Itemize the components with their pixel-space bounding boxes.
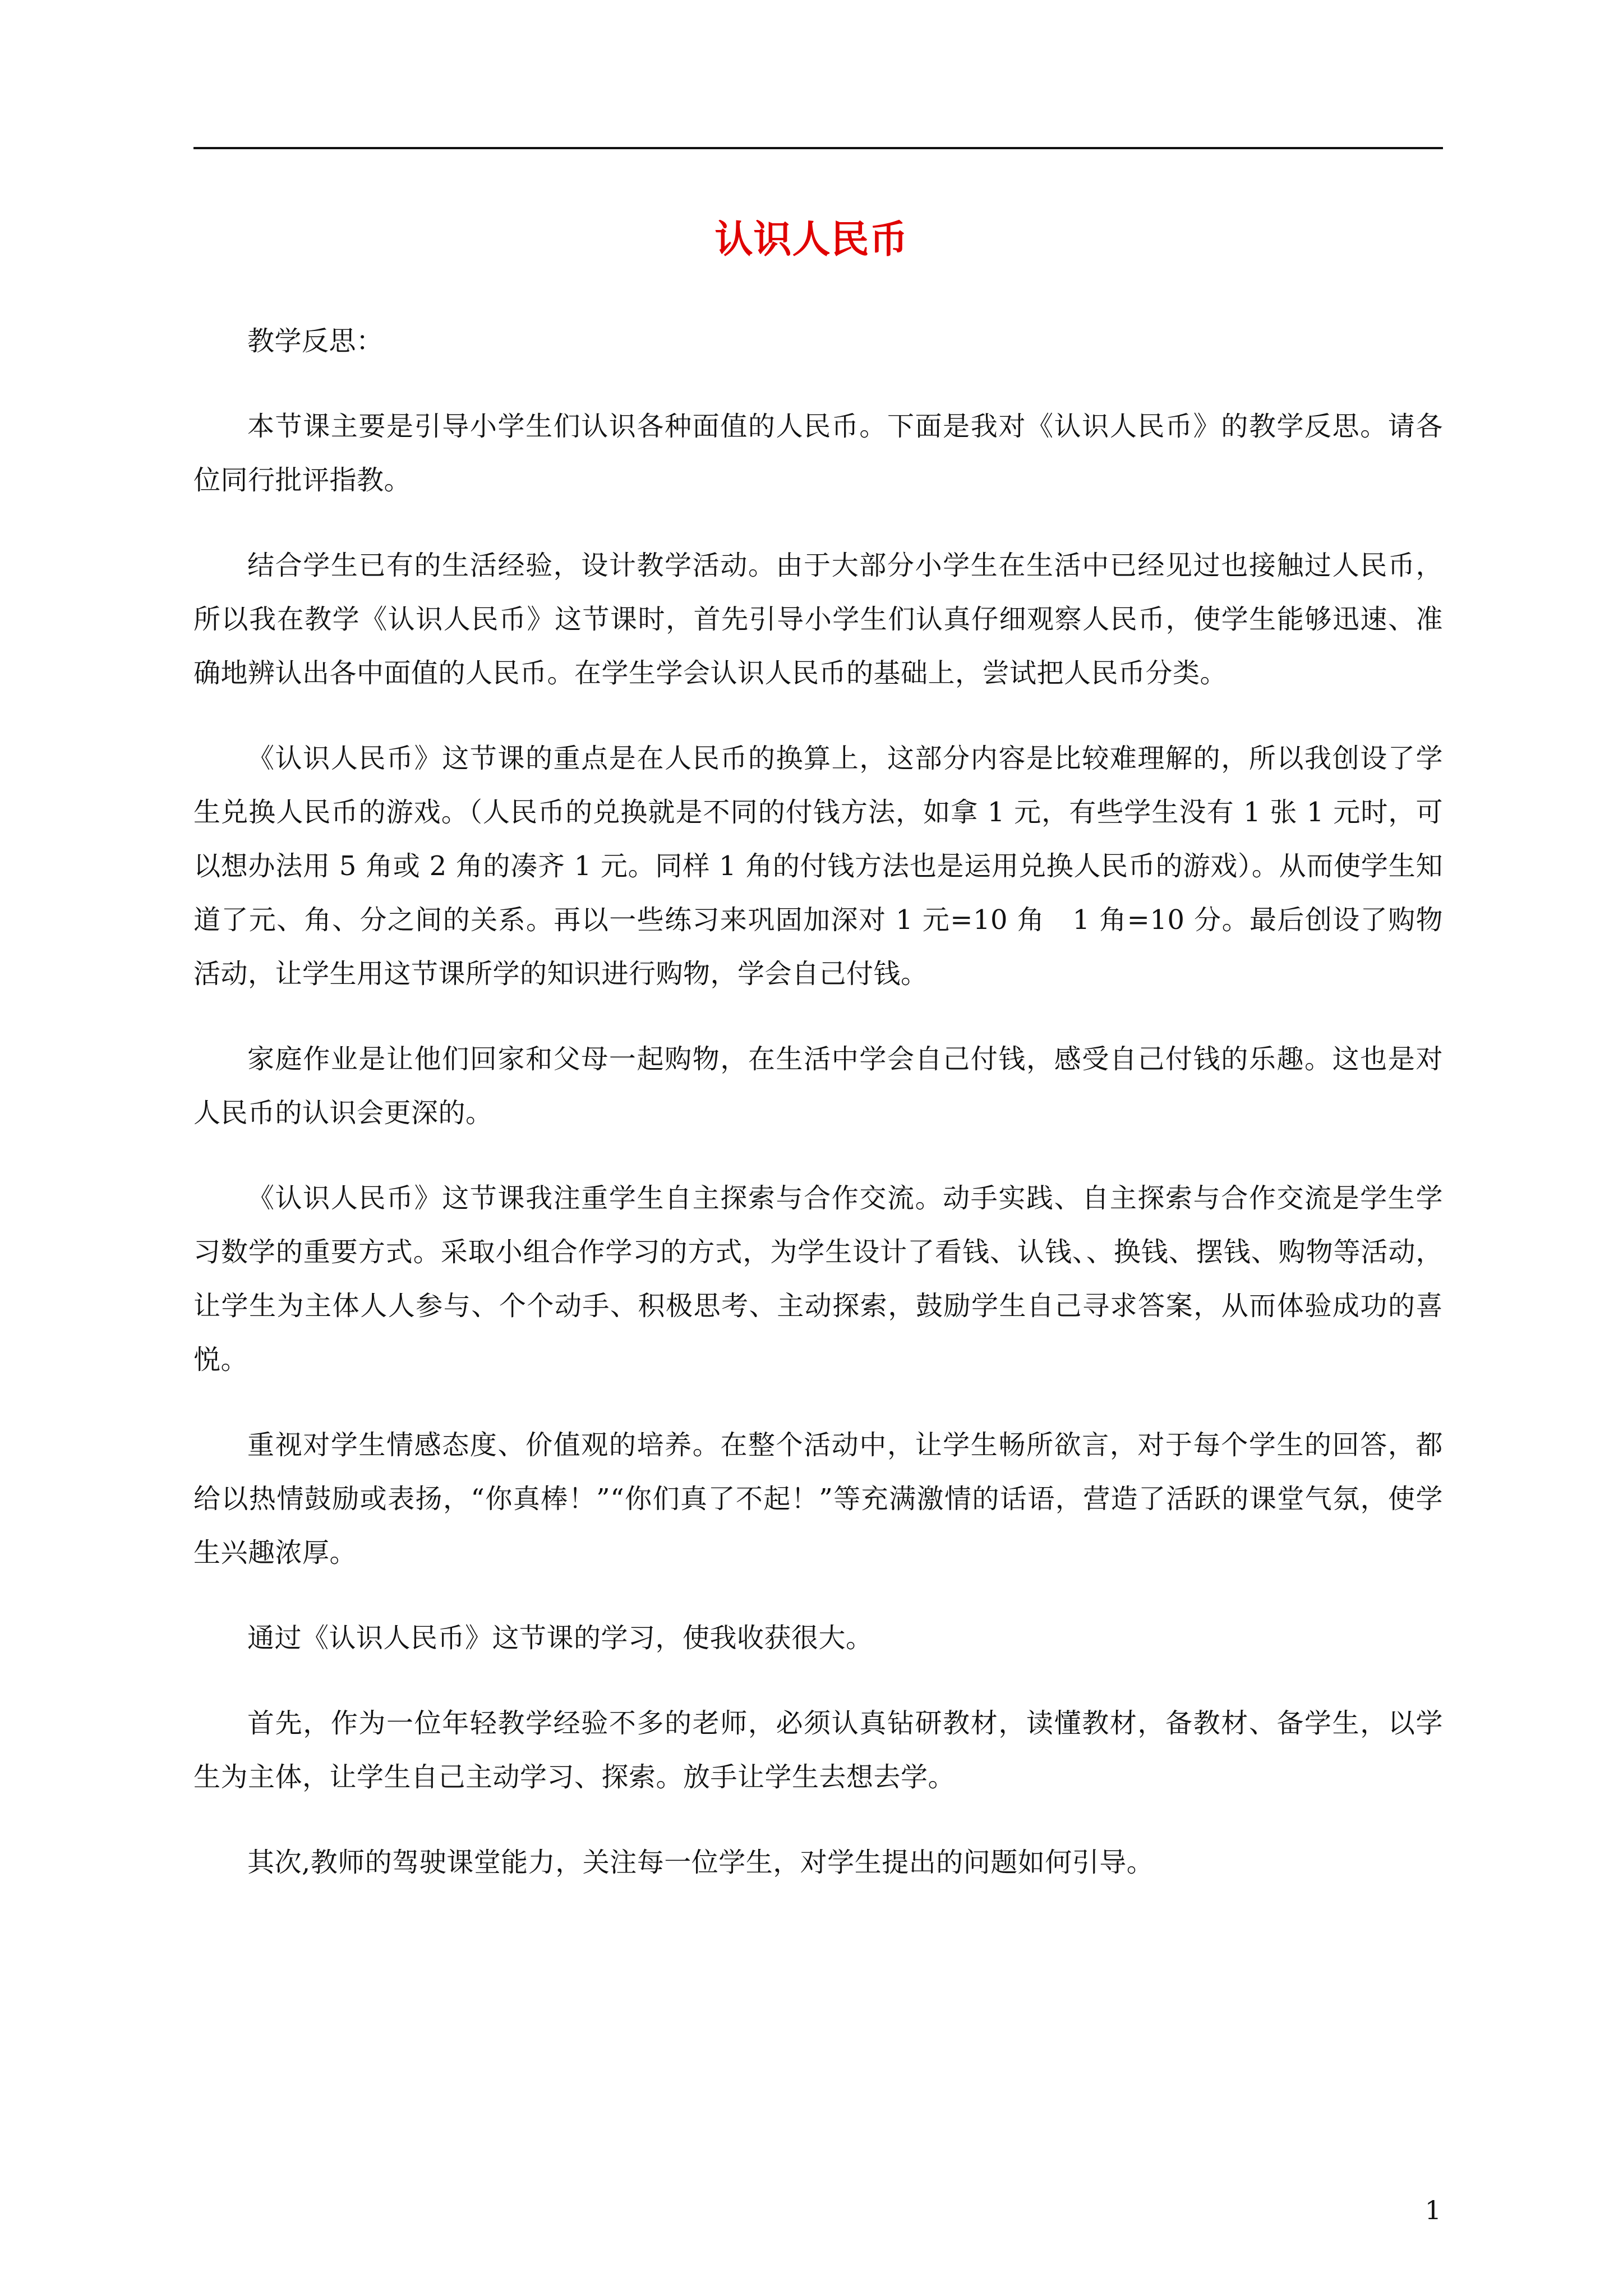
document-title: 认识人民币 — [714, 217, 909, 262]
paragraph: 家庭作业是让他们回家和父母一起购物，在生活中学会自己付钱，感受自己付钱的乐趣。这也是对人民币的认识会更深的。 — [193, 1043, 1443, 1129]
paragraph: 本节课主要是引导小学生们认识各种面值的人民币。下面是我对《认识人民币》的教学反思。请各位同行批评指教。 — [193, 411, 1443, 496]
paragraph: 通过《认识人民币》这节课的学习，使我收获很大。 — [247, 1622, 873, 1654]
paragraph: 重视对学生情感态度、价值观的培养。在整个活动中，让学生畅所欲言，对于每个学生的回答，都给以热情鼓励或表扬，“你真棒！”“你们真了不起！”等充满激情的话语，营造了活跃的课堂气氛，使学生兴趣浓厚。 — [193, 1429, 1443, 1568]
paragraph: 《认识人民币》这节课我注重学生自主探索与合作交流。动手实践、自主探索与合作交流是学生学习数学的重要方式。采取小组合作学习的方式，为学生设计了看钱、认钱、、换钱、摆钱、购物等活动，让学生为主体人人参与、个个动手、积极思考、主动探索，鼓励学生自己寻求答案，从而体验成功的喜悦。 — [193, 1182, 1443, 1375]
paragraph: 首先，作为一位年轻教学经验不多的老师，必须认真钻研教材，读懂教材，备教材、备学生，以学生为主体，让学生自己主动学习、探索。放手让学生去想去学。 — [193, 1708, 1443, 1793]
paragraph: 结合学生已有的生活经验，设计教学活动。由于大部分小学生在生活中已经见过也接触过人民币，所以我在教学《认识人民币》这节课时，首先引导小学生们认真仔细观察人民币，使学生能够迅速、准确地辨认出各中面值的人民币。在学生学会认识人民币的基础上，尝试把人民币分类。 — [193, 550, 1443, 689]
paragraph: 其次,教师的驾驶课堂能力，关注每一位学生，对学生提出的问题如何引导。 — [247, 1847, 1154, 1878]
page-number: 1 — [1424, 2195, 1441, 2225]
header-rule — [193, 147, 1443, 149]
paragraph: 《认识人民币》这节课的重点是在人民币的换算上，这部分内容是比较难理解的，所以我创设了学生兑换人民币的游戏。（人民币的兑换就是不同的付钱方法，如拿 1 元，有些学生没有 1 张 1 元时，可以想办法用 5 角或 2 角的凑齐 1 元。同样 1 角的付钱方法也是运用兑换人民币的游戏）。从而使学生知道了元、角、分之间的关系。再以一些练习来巩固加深对 1 元=10 角 1 角=10 分。最后创设了购物活动，让学生用这节课所学的知识进行购物，学会自己付钱。 — [193, 743, 1443, 990]
document-body — [193, 314, 1443, 1921]
paragraph-heading: 教学反思： — [247, 325, 384, 357]
